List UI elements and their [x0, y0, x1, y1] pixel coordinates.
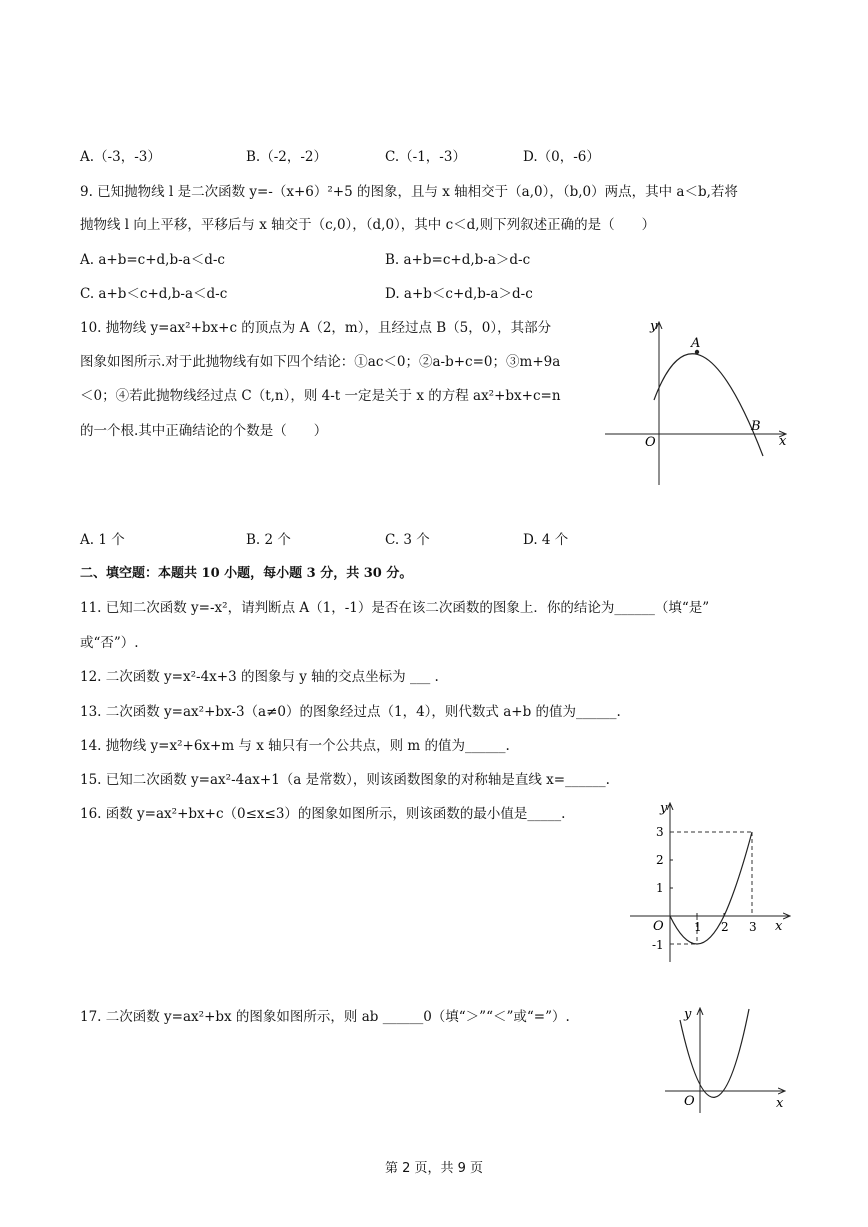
q10-option-a: A. 1 个	[80, 532, 125, 548]
q10-option-b: B. 2 个	[246, 532, 291, 548]
q10-line-2: 图象如图所示.对于此抛物线有如下四个结论：①ac＜0；②a-b+c=0；③m+9a	[80, 354, 561, 370]
q10-option-d: D. 4 个	[523, 532, 569, 548]
q10-parabola-curve	[654, 354, 763, 456]
q9-option-d: D. a+b＜c+d,b-a＞d-c	[385, 286, 533, 302]
q10-parabola-figure	[605, 315, 790, 490]
q9-line-2: 抛物线 l 向上平移，平移后与 x 轴交于（c,0），（d,0），其中 c＜d,则下列叙述正确的是（ ）	[80, 217, 656, 233]
q8-option-d: D.（0，-6）	[523, 149, 600, 165]
q16-parabola-figure	[625, 800, 795, 970]
q13-text: 13. 二次函数 y=ax²+bx-3（a≠0）的图象经过点（1，4），则代数式 a+b 的值为______.	[80, 704, 621, 720]
q9-line-1: 9. 已知抛物线 l 是二次函数 y=-（x+6）²+5 的图象，且与 x 轴相交于（a,0），（b,0）两点，其中 a＜b,若将	[80, 184, 738, 200]
q16-x-label: x	[775, 919, 783, 934]
q16-origin-label: O	[653, 919, 664, 934]
q16-xtick-1: 1	[694, 920, 702, 934]
q10-line-1: 10. 抛物线 y=ax²+bx+c 的顶点为 A（2，m），且经过点 B（5，0），其部分	[80, 320, 552, 336]
q16-text: 16. 函数 y=ax²+bx+c（0≤x≤3）的图象如图所示，则该函数的最小值是_____.	[80, 806, 566, 822]
q16-y-label: y	[660, 801, 668, 816]
q16-ytick-3: 3	[656, 825, 664, 839]
q9-option-c: C. a+b＜c+d,b-a＜d-c	[80, 286, 228, 302]
q16-xtick-2: 2	[721, 920, 729, 934]
q14-text: 14. 抛物线 y=x²+6x+m 与 x 轴只有一个公共点，则 m 的值为______.	[80, 738, 510, 754]
page-footer: 第 2 页，共 9 页	[384, 1161, 484, 1176]
q9-option-a: A. a+b=c+d,b-a＜d-c	[80, 252, 225, 268]
q8-option-c: C.（-1，-3）	[385, 149, 466, 165]
q16-ytick-m1: -1	[652, 938, 664, 952]
q15-text: 15. 已知二次函数 y=ax²-4ax+1（a 是常数），则该函数图象的对称轴是直线 x=______.	[80, 772, 610, 788]
q10-line-3: ＜0；④若此抛物线经过点 C（t,n），则 4-t 一定是关于 x 的方程 ax²+bx+c=n	[80, 388, 561, 404]
q9-option-b: B. a+b=c+d,b-a＞d-c	[385, 252, 531, 268]
q11-line-1: 11. 已知二次函数 y=-x²，请判断点 A（1，-1）是否在该二次函数的图象上．你的结论为______（填“是”	[80, 600, 710, 616]
q10-point-a-label: A	[691, 336, 701, 351]
q10-x-label: x	[779, 434, 787, 449]
q8-option-a: A.（-3，-3）	[80, 149, 161, 165]
q16-xtick-3: 3	[749, 920, 757, 934]
q17-x-label: x	[776, 1096, 784, 1111]
q10-y-label: y	[650, 319, 658, 334]
q12-text: 12. 二次函数 y=x²-4x+3 的图象与 y 轴的交点坐标为 ___ .	[80, 669, 439, 685]
q8-option-b: B.（-2，-2）	[246, 149, 328, 165]
q10-option-c: C. 3 个	[385, 532, 430, 548]
q16-ytick-1: 1	[656, 881, 664, 895]
q17-origin-label: O	[684, 1094, 695, 1109]
q17-parabola-figure	[660, 1005, 790, 1117]
section-2-heading: 二、填空题：本题共 10 小题，每小题 3 分，共 30 分。	[80, 566, 413, 581]
q10-point-b-label: B	[751, 419, 761, 434]
q17-parabola-curve	[680, 1009, 749, 1097]
q11-line-2: 或“否”）.	[80, 635, 139, 651]
q16-ytick-2: 2	[656, 853, 664, 867]
q10-line-4: 的一个根.其中正确结论的个数是（ ）	[80, 423, 328, 439]
q17-y-label: y	[684, 1007, 692, 1022]
q17-text: 17. 二次函数 y=ax²+bx 的图象如图所示，则 ab ______0（填“＞”“＜”或“=”）.	[80, 1009, 570, 1025]
q16-parabola-curve	[670, 832, 752, 944]
q10-origin-label: O	[645, 435, 656, 450]
